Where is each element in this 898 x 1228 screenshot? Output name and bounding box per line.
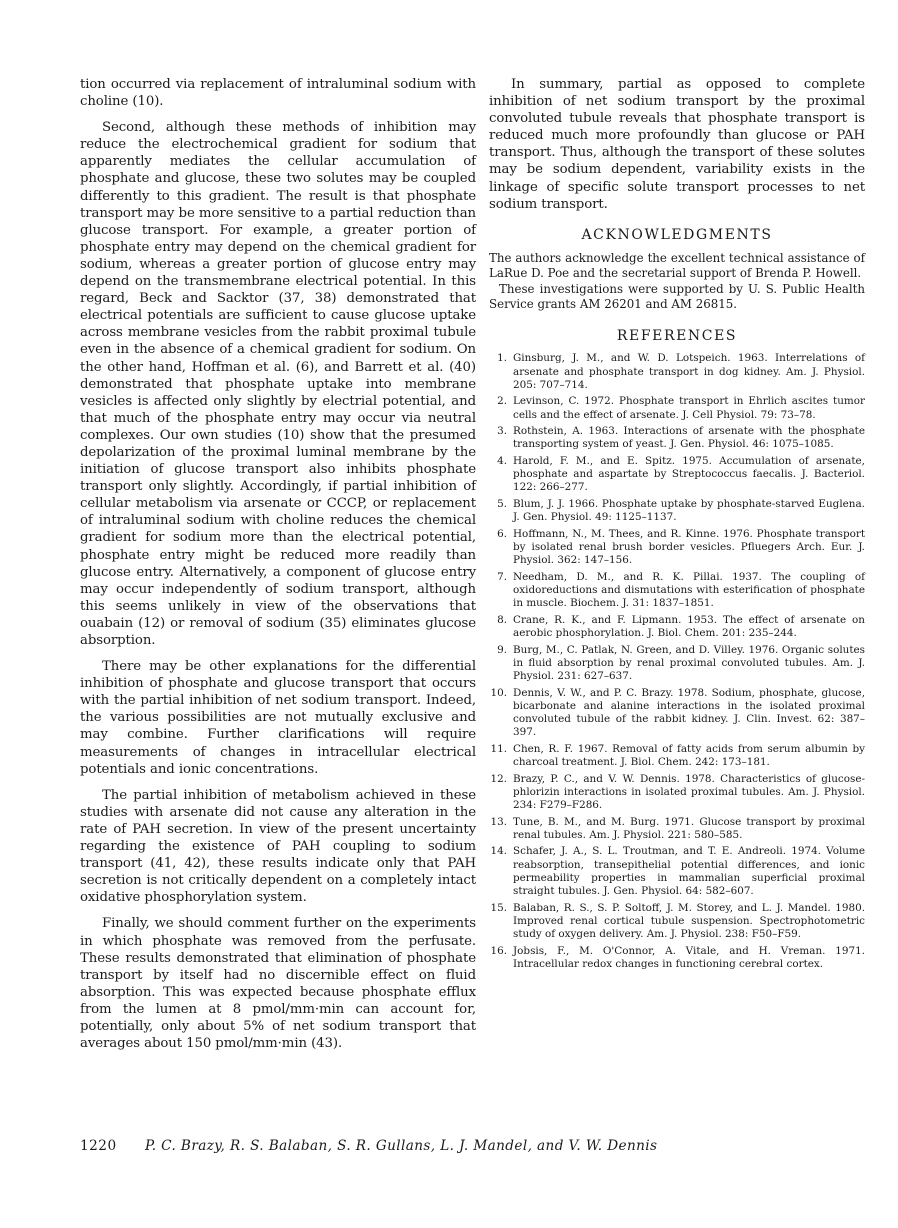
- left-column: [80, 76, 476, 1061]
- reference-text: Needham, D. M., and R. K. Pillai. 1937. The coupling of oxidoreductions and dismutations with esterification of phosphate in muscle. Biochem. J. 31: 1837–1851.: [513, 570, 865, 610]
- reference-list: [489, 352, 865, 971]
- reference-number: 9.: [497, 643, 507, 656]
- reference-item: [489, 902, 865, 942]
- reference-item: [489, 571, 865, 611]
- reference-item: [489, 528, 865, 568]
- reference-text: Blum, J. J. 1966. Phosphate uptake by phosphate-starved Euglena. J. Gen. Physiol. 49: 1125–1137.: [513, 497, 865, 524]
- reference-number: 5.: [497, 497, 507, 510]
- reference-number: 11.: [490, 742, 507, 755]
- reference-text: Schafer, J. A., S. L. Troutman, and T. E. Andreoli. 1974. Volume reabsorption, transepithelial potential differences, and ionic permeability properties in mammalian superficial proximal straight tubules. J. Gen. Physiol. 64: 582–607.: [513, 845, 865, 897]
- paragraph-pah-secretion: The partial inhibition of metabolism achieved in these studies with arsenate did not cause any alteration in the rate of PAH secretion. In view of the present uncertainty regarding the existence of PAH coupling to sodium transport (41, 42), these results indicate only that PAH secretion is not critically dependent on a completely intact oxidative phosphorylation system.: [80, 787, 476, 906]
- reference-number: 14.: [490, 845, 507, 858]
- reference-text: Hoffmann, N., M. Thees, and R. Kinne. 1976. Phosphate transport by isolated renal brush border vesicles. Pfluegers Arch. Eur. J. Physiol. 362: 147–156.: [513, 527, 865, 567]
- reference-text: Tune, B. M., and M. Burg. 1971. Glucose transport by proximal renal tubules. Am. J. Physiol. 221: 580–585.: [513, 815, 865, 841]
- reference-number: 10.: [490, 686, 507, 699]
- right-column: [489, 76, 865, 974]
- page-number: 1220: [80, 1138, 117, 1154]
- reference-item: [489, 816, 865, 842]
- reference-text: Balaban, R. S., S. P. Soltoff, J. M. Storey, and L. J. Mandel. 1980. Improved renal cortical tubule suspension. Spectrophotometric study of oxygen delivery. Am. J. Physiol. 238: F50–F59.: [513, 901, 865, 940]
- reference-item: [489, 395, 865, 421]
- paragraph-other-explanations: There may be other explanations for the differential inhibition of phosphate and glucose transport that occurs with the partial inhibition of net sodium transport. Indeed, the various possibilities are not mutually exclusive and may combine. Further clarifications will require measurements of changes in intracellular electrical potentials and ionic concentrations.: [80, 659, 476, 777]
- paragraph-phosphate-removal: Finally, we should comment further on the experiments in which phosphate was removed from the perfusate. These results demonstrated that elimination of phosphate transport by itself had no discernible effect on fluid absorption. This was expected because phosphate efflux from the lumen at 8 pmol/mm·min can account for, potentially, only about 5% of net sodium transport that averages about 150 pmol/mm·min (43).: [80, 916, 476, 1052]
- reference-number: 12.: [490, 772, 507, 785]
- paragraph-summary: In summary, partial as opposed to complete inhibition of net sodium transport by the proximal convoluted tubule reveals that phosphate transport is reduced much more profoundly than glucose or PAH transport. Thus, although the transport of these solutes may be sodium dependent, variability exists in the linkage of specific solute transport processes to net sodium transport.: [489, 77, 865, 212]
- reference-number: 8.: [497, 613, 507, 626]
- paragraph-continuation: tion occurred via replacement of intraluminal sodium with choline (10).: [80, 77, 476, 110]
- reference-item: [489, 773, 865, 813]
- acknowledgments-text: The authors acknowledge the excellent technical assistance of LaRue D. Poe and the secretarial support of Brenda P. Howell.: [489, 250, 865, 281]
- reference-item: [489, 687, 865, 740]
- reference-text: Brazy, P. C., and V. W. Dennis. 1978. Characteristics of glucose-phlorizin interactions in isolated proximal tubules. Am. J. Physiol. 234: F279–F286.: [513, 772, 865, 811]
- reference-item: [489, 455, 865, 495]
- reference-number: 1.: [497, 352, 507, 365]
- reference-number: 16.: [490, 944, 507, 957]
- reference-number: 7.: [497, 570, 507, 583]
- acknowledgments-heading: ACKNOWLEDGMENTS: [581, 226, 773, 243]
- reference-number: 13.: [490, 815, 507, 828]
- reference-text: Levinson, C. 1972. Phosphate transport in Ehrlich ascites tumor cells and the effect of arsenate. J. Cell Physiol. 79: 73–78.: [513, 395, 865, 421]
- reference-text: Harold, F. M., and E. Spitz. 1975. Accumulation of arsenate, phosphate and aspartate by Streptococcus faecalis. J. Bacteriol. 122: 266–277.: [513, 454, 865, 494]
- references-heading: REFERENCES: [616, 328, 738, 345]
- reference-number: 6.: [497, 527, 507, 540]
- reference-text: Dennis, V. W., and P. C. Brazy. 1978. Sodium, phosphate, glucose, bicarbonate and alanine interactions in the isolated proximal convoluted tubule of the rabbit kidney. J. Clin. Invest. 62: 387–397.: [513, 686, 865, 739]
- reference-text: Ginsburg, J. M., and W. D. Lotspeich. 1963. Interrelations of arsenate and phosphate transport in dog kidney. Am. J. Physiol. 205: 707–714.: [513, 352, 865, 391]
- reference-number: 2.: [497, 395, 507, 408]
- reference-item: [489, 425, 865, 451]
- funding-text: These investigations were supported by U. S. Public Health Service grants AM 26201 and AM 26815.: [489, 281, 865, 311]
- page-footer: [80, 1138, 860, 1154]
- running-authors: P. C. Brazy, R. S. Balaban, S. R. Gullans, L. J. Mandel, and V. W. Dennis: [144, 1138, 658, 1154]
- reference-text: Crane, R. K., and F. Lipmann. 1953. The effect of arsenate on aerobic phosphorylation. J. Biol. Chem. 201: 235–244.: [513, 613, 865, 639]
- reference-text: Jobsis, F., M. O'Connor, A. Vitale, and H. Vreman. 1971. Intracellular redox changes in functioning cerebral cortex.: [513, 944, 865, 970]
- reference-number: 4.: [497, 454, 507, 467]
- reference-text: Burg, M., C. Patlak, N. Green, and D. Villey. 1976. Organic solutes in fluid absorption by renal proximal convoluted tubules. Am. J. Physiol. 231: 627–637.: [513, 643, 865, 682]
- reference-item: [489, 644, 865, 684]
- reference-item: [489, 352, 865, 392]
- reference-number: 15.: [490, 901, 507, 914]
- paragraph-electrochemical-gradient: Second, although these methods of inhibition may reduce the electrochemical gradient for sodium that apparently mediates the cellular accumulation of phosphate and glucose, these two solutes may be coupled differently to this gradient. The result is that phosphate transport may be more sensitive to a partial reduction than glucose transport. For example, a greater portion of phosphate entry may depend on the chemical gradient for sodium, whereas a greater portion of glucose entry may depend on the transmembrane electrical potential. In this regard, Beck and Sacktor (37, 38) demonstrated that electrical potentials are sufficient to cause glucose uptake across membrane vesicles from the rabbit proximal tubule even in the absence of a chemical gradient for sodium. On the other hand, Hoffman et al. (6), and Barrett et al. (40) demonstrated that phosphate uptake into membrane vesicles is affected only slightly by electrial potential, and that much of the phosphate entry may occur via neutral complexes. Our own studies (10) show that the presumed depolarization of the proximal luminal membrane by the initiation of glucose transport also inhibits phosphate transport only slightly. Accordingly, if partial inhibition of cellular metabolism via arsenate or CCCP, or replacement of intraluminal sodium with choline reduces the chemical gradient for sodium more than the electrical potential, phosphate entry might be reduced more readily than glucose entry. Alternatively, a component of glucose entry may occur independently of sodium transport, although this seems unlikely in view of the observations that ouabain (12) or removal of sodium (35) eliminates glucose absorption.: [80, 120, 476, 648]
- reference-item: [489, 945, 865, 971]
- reference-text: Rothstein, A. 1963. Interactions of arsenate with the phosphate transporting system of yeast. J. Gen. Physiol. 46: 1075–1085.: [513, 425, 865, 451]
- reference-item: [489, 743, 865, 769]
- reference-item: [489, 614, 865, 640]
- reference-item: [489, 498, 865, 524]
- reference-text: Chen, R. F. 1967. Removal of fatty acids from serum albumin by charcoal treatment. J. Biol. Chem. 242: 173–181.: [513, 742, 865, 768]
- reference-item: [489, 845, 865, 898]
- reference-number: 3.: [497, 425, 507, 438]
